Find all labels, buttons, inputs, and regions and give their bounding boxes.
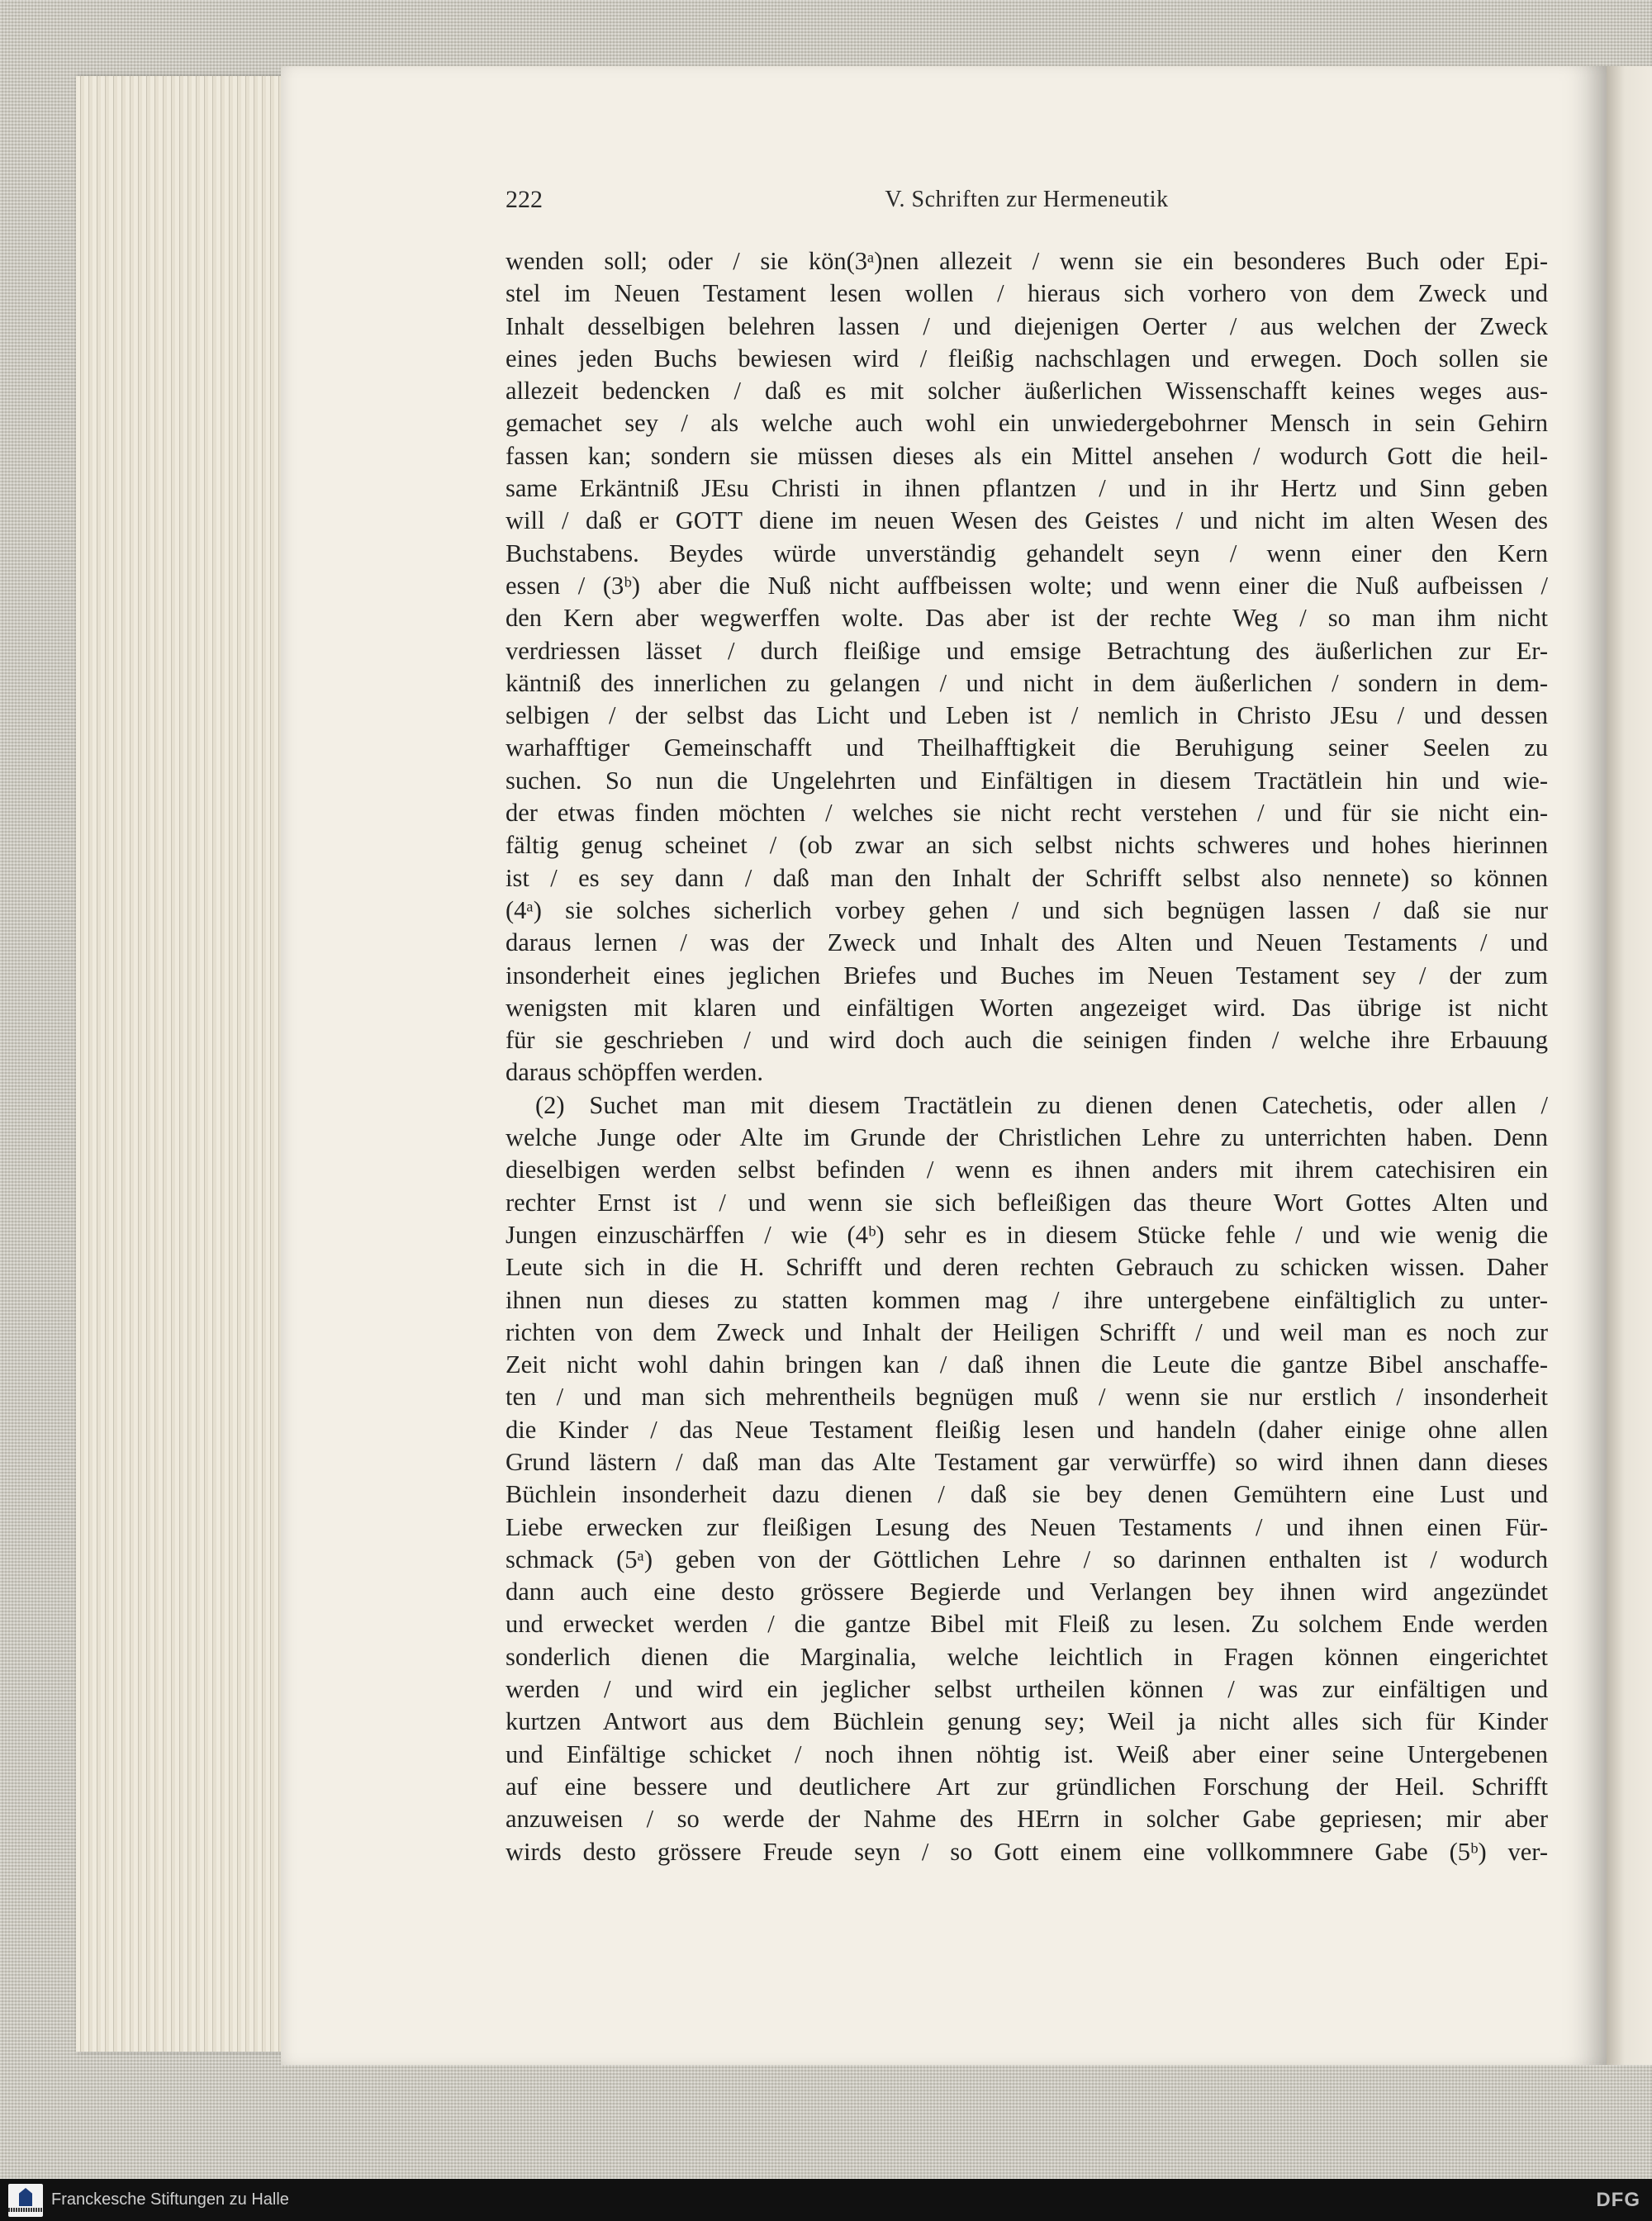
page-edges [76,76,291,2052]
text-line: ihnen nun dieses zu statten kommen mag / ihre untergebene einfältiglich zu unter- [506,1285,1548,1314]
text-line: dieselbigen werden selbst befinden / wenn es ihnen anders mit ihrem catechisiren ein [506,1156,1548,1184]
footer-bar [0,2179,1652,2221]
page-header [506,183,1548,216]
text-line: ten / und man sich mehrentheils begnügen muß / wenn sie nur erstlich / insonderheit [506,1383,1548,1412]
text-line: wirds desto grössere Freude seyn / so Gott einem eine vollkommnere Gabe (5ᵇ) ver- [506,1837,1548,1866]
text-line: Büchlein insonderheit dazu dienen / daß sie bey denen Gemühtern eine Lust und [506,1480,1548,1509]
text-line: dann auch eine desto grössere Begierde und Verlangen bey ihnen wird angezündet [506,1578,1548,1606]
text-line: anzuweisen / so werde der Nahme des HErrn in solcher Gabe gepriesen; mir aber [506,1805,1548,1834]
text-line: schmack (5ᵃ) geben von der Göttlichen Lehre / so darinnen enthalten ist / wodurch [506,1545,1548,1573]
text-line: suchen. So nun die Ungelehrten und Einfältigen in diesem Tractätlein hin und wie- [506,766,1548,795]
institution-logo-icon[interactable] [8,2184,43,2217]
text-line: Leute sich in die H. Schrifft und deren rechten Gebrauch zu schicken wissen. Daher [506,1253,1548,1282]
running-head: V. Schriften zur Hermeneutik [885,187,1169,212]
text-line: fassen kan; sondern sie müssen dieses als ein Mittel ansehen / wodurch Gott die heil- [506,441,1548,470]
body-text [506,245,1548,1868]
text-line: (4ᵃ) sie solches sicherlich vorbey gehen / und sich begnügen lassen / daß sie nur [506,895,1548,924]
text-line: fältig genug scheinet / (ob zwar an sich selbst nichts schweres und hohes hierinnen [506,831,1548,860]
text-line: ist / es sey dann / daß man den Inhalt der Schrifft selbst also nennete) so können [506,863,1548,892]
text-line: kurtzen Antwort aus dem Büchlein genung sey; Weil ja nicht alles sich für Kinder [506,1707,1548,1736]
text-line: der etwas finden möchten / welches sie nicht recht verstehen / und für sie nicht ein- [506,799,1548,828]
facing-page-edge [1607,66,1652,2065]
institution-label[interactable]: Franckesche Stiftungen zu Halle [51,2190,289,2209]
text-line: werden / und wird ein jeglicher selbst urtheilen können / was zur einfältigen und [506,1675,1548,1704]
text-line: Buchstabens. Beydes würde unverständig gehandelt seyn / wenn einer den Kern [506,539,1548,567]
text-line: essen / (3ᵇ) aber die Nuß nicht auffbeissen wolte; und wenn einer die Nuß aufbeissen / [506,571,1548,600]
text-line: Liebe erwecken zur fleißigen Lesung des Neuen Testaments / und ihnen einen Für- [506,1512,1548,1541]
text-line: will / daß er GOTT diene im neuen Wesen des Geistes / und nicht im alten Wesen des [506,506,1548,535]
text-line: eines jeden Buchs bewiesen wird / fleißig nachschlagen und erwegen. Doch sollen sie [506,344,1548,373]
text-line: und Einfältige schicket / noch ihnen nöhtig ist. Weiß aber einer seine Untergebenen [506,1739,1548,1768]
text-line: welche Junge oder Alte im Grunde der Christlichen Lehre zu unterrichten haben. Denn [506,1123,1548,1152]
text-line: rechter Ernst ist / und wenn sie sich befleißigen das theure Wort Gottes Alten und [506,1188,1548,1217]
text-line: daraus schöpffen werden. [506,1058,763,1087]
text-line: allezeit bedencken / daß es mit solcher äußerlichen Wissenschafft keines weges aus- [506,377,1548,406]
text-line: wenden soll; oder / sie kön(3ᵃ)nen allezeit / wenn sie ein besonderes Buch oder Epi- [506,247,1548,275]
text-line: Inhalt desselbigen belehren lassen / und diejenigen Oerter / aus welchen der Zweck [506,311,1548,340]
text-line: same Erkäntniß JEsu Christi in ihnen pflantzen / und in ihr Hertz und Sinn geben [506,474,1548,503]
text-line: Jungen einzuschärffen / wie (4ᵇ) sehr es in diesem Stücke fehle / und wie wenig die [506,1220,1548,1249]
dfg-badge[interactable]: DFG [1596,2189,1640,2211]
text-line: auf eine bessere und deutlichere Art zur gründlichen Forschung der Heil. Schrifft [506,1772,1548,1801]
text-line: richten von dem Zweck und Inhalt der Heiligen Schrifft / und weil man es noch zur [506,1317,1548,1346]
text-line: selbigen / der selbst das Licht und Leben ist / nemlich in Christo JEsu / und dessen [506,701,1548,730]
text-line: den Kern aber wegwerffen wolte. Das aber ist der rechte Weg / so man ihm nicht [506,604,1548,633]
text-line: sonderlich dienen die Marginalia, welche leichtlich in Fragen können eingerichtet [506,1642,1548,1671]
page-number: 222 [506,186,543,213]
text-line: käntniß des innerlichen zu gelangen / und nicht in dem äußerlichen / sondern in dem- [506,668,1548,697]
text-line: stel im Neuen Testament lesen wollen / hieraus sich vorhero von dem Zweck und [506,279,1548,308]
text-line: wenigsten mit klaren und einfältigen Worten angezeiget wird. Das übrige ist nicht [506,993,1548,1022]
text-line: Grund lästern / daß man das Alte Testament gar verwürffe) so wird ihnen dann dieses [506,1447,1548,1476]
text-line: Zeit nicht wohl dahin bringen kan / daß ihnen die Leute die gantze Bibel anschaffe- [506,1350,1548,1379]
text-line: insonderheit eines jeglichen Briefes und Buches im Neuen Testament sey / der zum [506,961,1548,989]
text-line: (2) Suchet man mit diesem Tractätlein zu dienen denen Catechetis, oder allen / [535,1090,1548,1119]
text-line: die Kinder / das Neue Testament fleißig lesen und handeln (daher einige ohne allen [506,1415,1548,1444]
text-line: und erwecket werden / die gantze Bibel mit Fleiß zu lesen. Zu solchem Ende werden [506,1610,1548,1639]
text-line: gemachet sey / als welche auch wohl ein unwiedergebohrner Mensch in sein Gehirn [506,409,1548,438]
text-line: daraus lernen / was der Zweck und Inhalt des Alten und Neuen Testaments / und [506,928,1548,957]
text-line: für sie geschrieben / und wird doch auch die seinigen finden / welche ihre Erbauung [506,1026,1548,1055]
text-line: warhafftiger Gemeinschafft und Theilhafftigkeit die Beruhigung seiner Seelen zu [506,733,1548,762]
text-line: verdriessen lässet / durch fleißige und emsige Betrachtung des äußerlichen zur Er- [506,636,1548,665]
